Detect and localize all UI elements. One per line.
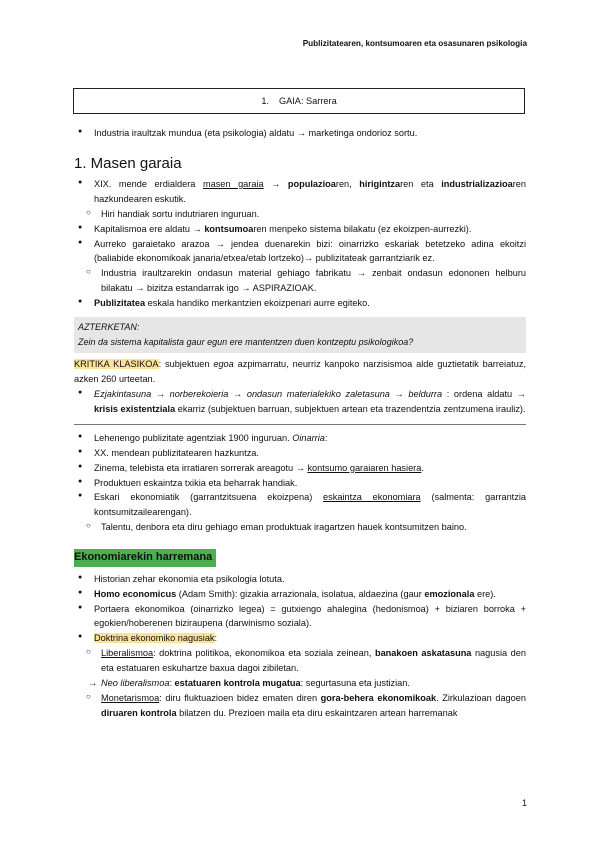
list-item: ● Eskari ekonomiatik (garrantzitsuena ekoizpena) eskaintza ekonomiara (salmenta: garrantzia kontsumitzailearengan). bbox=[74, 490, 526, 520]
list-item: ● Historian zehar ekonomia eta psikologia lotuta. bbox=[74, 572, 526, 587]
page-body bbox=[74, 126, 526, 721]
chapter-title: GAIA: Sarrera bbox=[278, 95, 337, 106]
list-item: ● Lehenengo publizitate agentziak 1900 inguruan. Oinarria: bbox=[74, 431, 526, 446]
list-item: ● Portaera ekonomikoa (oinarrizko legea) = gutxiengo ahalegina (hedonismoa) + biziaren borroka + egokien/hoberenen biziraupena (darwinismo soziala). bbox=[74, 602, 526, 632]
running-header: Publizitatearen, kontsumoaren eta osasunaren psikologia bbox=[302, 39, 527, 48]
list-item: ● Kapitalismoa ere aldatu → kontsumoaren menpeko sistema bilakatu (ez ekoizpen-aurrezki). bbox=[74, 222, 526, 237]
section-heading-ekonomia: Ekonomiarekin harremana bbox=[74, 549, 216, 567]
divider bbox=[74, 424, 526, 425]
list-item: ● Publizitatea eskala handiko merkantzien ekoizpenari aurre egiteko. bbox=[74, 296, 526, 311]
sub-list-item: ○ Liberalismoa: doktrina politikoa, ekonomikoa eta soziala zeinean, banakoen askatasuna nagusia den eta estatuaren eskuhartze baxua dagoi zibiletan. bbox=[74, 646, 526, 676]
exam-callout-label: AZTERKETAN: bbox=[78, 322, 140, 333]
list-item: ● Ezjakintasuna → norberekoieria → ondasun materialekiko zaletasuna → beldurra : ordena aldatu → krisis existentziala ekarriz (subjektuen barruan, subjektuen artean eta trazendentzia zentzumena irauliz). bbox=[74, 387, 526, 417]
highlight: KRITIKA KLASIKOA bbox=[74, 359, 159, 370]
list-item: ● Homo economicus (Adam Smith): gizakia arrazionala, isolatua, aldaezina (gaur emozionala ere). bbox=[74, 587, 526, 602]
section-heading-masen-garaia: 1. Masen garaia bbox=[74, 154, 182, 172]
arrow-item: → Neo liberalismoa: estatuaren kontrola mugatua: segurtasuna eta justizian. bbox=[74, 676, 526, 691]
sub-list-item: ○ Talentu, denbora eta diru gehiago eman produktuak iragartzen hauek kontsumitzen baino. bbox=[74, 520, 526, 535]
list-item: ● Doktrina ekonomiko nagusiak: bbox=[74, 631, 526, 646]
sub-list-item: ○ Monetarismoa: diru fluktuazioen bidez ematen diren gora-behera ekonomikoak. Zirkulazioan dagoen diruaren kontrola bilatzen du. Prezioen maila eta diru eskaintzaren artean harremanak bbox=[74, 691, 526, 721]
list-item: ● XIX. mende erdialdera masen garaia → populazioaren, hirigintzaren eta industrializazioaren hazkundearen eskutik. bbox=[74, 177, 526, 207]
chapter-number: 1. bbox=[261, 95, 269, 106]
highlight: Doktrina ekonomiko nagusiak bbox=[94, 633, 215, 644]
list-item: ● Aurreko garaietako arazoa → jendea duenarekin bizi: oinarrizko eskariak betetzeko adina ekoitzi (baliabide ekonomikoak janaria/etxea/etab lortzeko)→ publizitateak garrantziarik ez. bbox=[74, 237, 526, 267]
chapter-title-box bbox=[73, 88, 525, 114]
kritika-paragraph: KRITIKA KLASIKOA: subjektuen egoa azpimarratu, neurriz kanpoko narzisismoa alde guztietatik barreiatuz, azken 260 urteetan. bbox=[74, 359, 526, 385]
intro-bullet: ● Industria iraultzak mundua (eta psikologia) aldatu → marketinga ondorioz sortu. bbox=[74, 126, 526, 141]
list-item: ● Produktuen eskaintza txikia eta beharrak handiak. bbox=[74, 476, 526, 491]
sub-list-item: ○ Industria iraultzarekin ondasun material gehiago fabrikatu → zenbait ondasun edononen helburu bilakatu → bizitza estandarrak igo → ASPIRAZIOAK. bbox=[74, 266, 526, 296]
exam-callout-question: Zein da sistema kapitalista gaur egun ere mantentzen duen kontzeptu psikologikoa? bbox=[78, 336, 414, 347]
list-item: ● Zinema, telebista eta irratiaren sorrerak areagotu → kontsumo garaiaren hasiera. bbox=[74, 461, 526, 476]
list-item: ● XX. mendean publizitatearen hazkuntza. bbox=[74, 446, 526, 461]
arrow-icon: → bbox=[88, 678, 98, 689]
sub-list-item: ○ Hiri handiak sortu indutriaren inguruan. bbox=[74, 207, 526, 222]
exam-callout bbox=[74, 317, 526, 353]
page-number: 1 bbox=[521, 798, 527, 808]
